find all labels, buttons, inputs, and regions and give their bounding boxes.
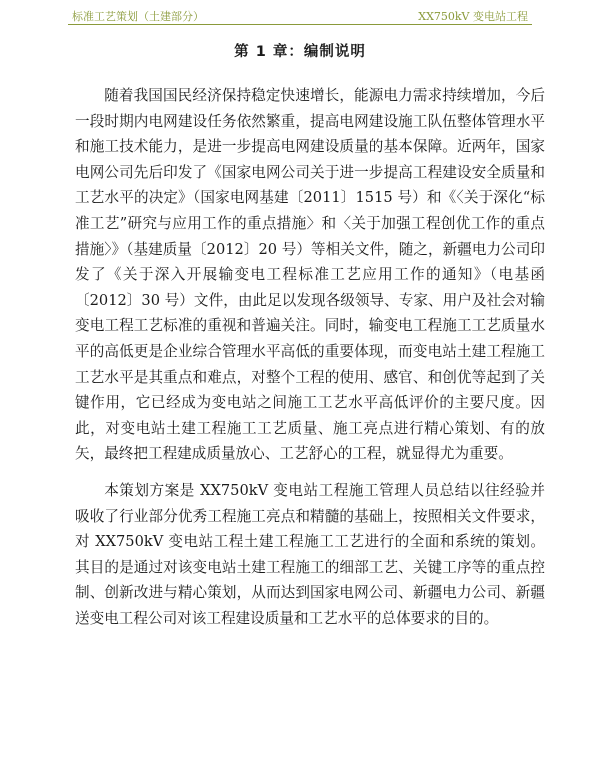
header-document-title: 标准工艺策划（土建部分） xyxy=(72,10,204,23)
header-project-name: XX750kV 变电站工程 xyxy=(418,10,528,23)
paragraph-purpose: 本策划方案是 XX750kV 变电站工程施工管理人员总结以往经验并吸收了行业部分优秀工程施工亮点和精髓的基础上，按照相关文件要求，对 XX750kV 变电站工程土建工程施工工艺进行的全面和系统的策划。其目的是通过对该变电站土建工程施工的细部工艺、关键工序等的重点控制、创新改进与精心策划，从而达到国家电网公司、新疆电力公司、新疆送变电工程公司对该工程建设质量和工艺水平的总体要求的目的。 xyxy=(75,481,545,627)
chapter-body xyxy=(75,83,545,631)
paragraph-background: 随着我国国民经济保持稳定快速增长，能源电力需求持续增加，今后一段时期内电网建设任务依然繁重，提高电网建设施工队伍整体管理水平和施工技术能力，是进一步提高电网建设质量的基本保障。近两年，国家电网公司先后印发了《国家电网公司关于进一步提高工程建设安全质量和工艺水平的决定》（国家电网基建〔2011〕1515 号）和《〈关于深化“标准工艺”研究与应用工作的重点措施〉和〈关于加强工程创优工作的重点措施〉》（基建质量〔2012〕20 号）等相关文件，随之，新疆电力公司印发了《关于深入开展输变电工程标准工艺应用工作的通知》（电基函〔2012〕30 号）文件，由此足以发现各级领导、专家、用户及社会对输变电工程工艺标准的重视和普遍关注。同时，输变电工程施工工艺质量水平的高低更是企业综合管理水平高低的重要体现，而变电站土建工程施工工艺水平是其重点和难点，对整个工程的使用、感官、和创优等起到了关键作用，它已经成为变电站之间施工工艺水平高低评价的主要尺度。因此，对变电站土建工程施工工艺质量、施工亮点进行精心策划、有的放矢，最终把工程建成质量放心、工艺舒心的工程，就显得尤为重要。 xyxy=(75,87,545,463)
page-header xyxy=(68,6,532,25)
chapter-title: 第 1 章：编制说明 xyxy=(234,44,366,60)
